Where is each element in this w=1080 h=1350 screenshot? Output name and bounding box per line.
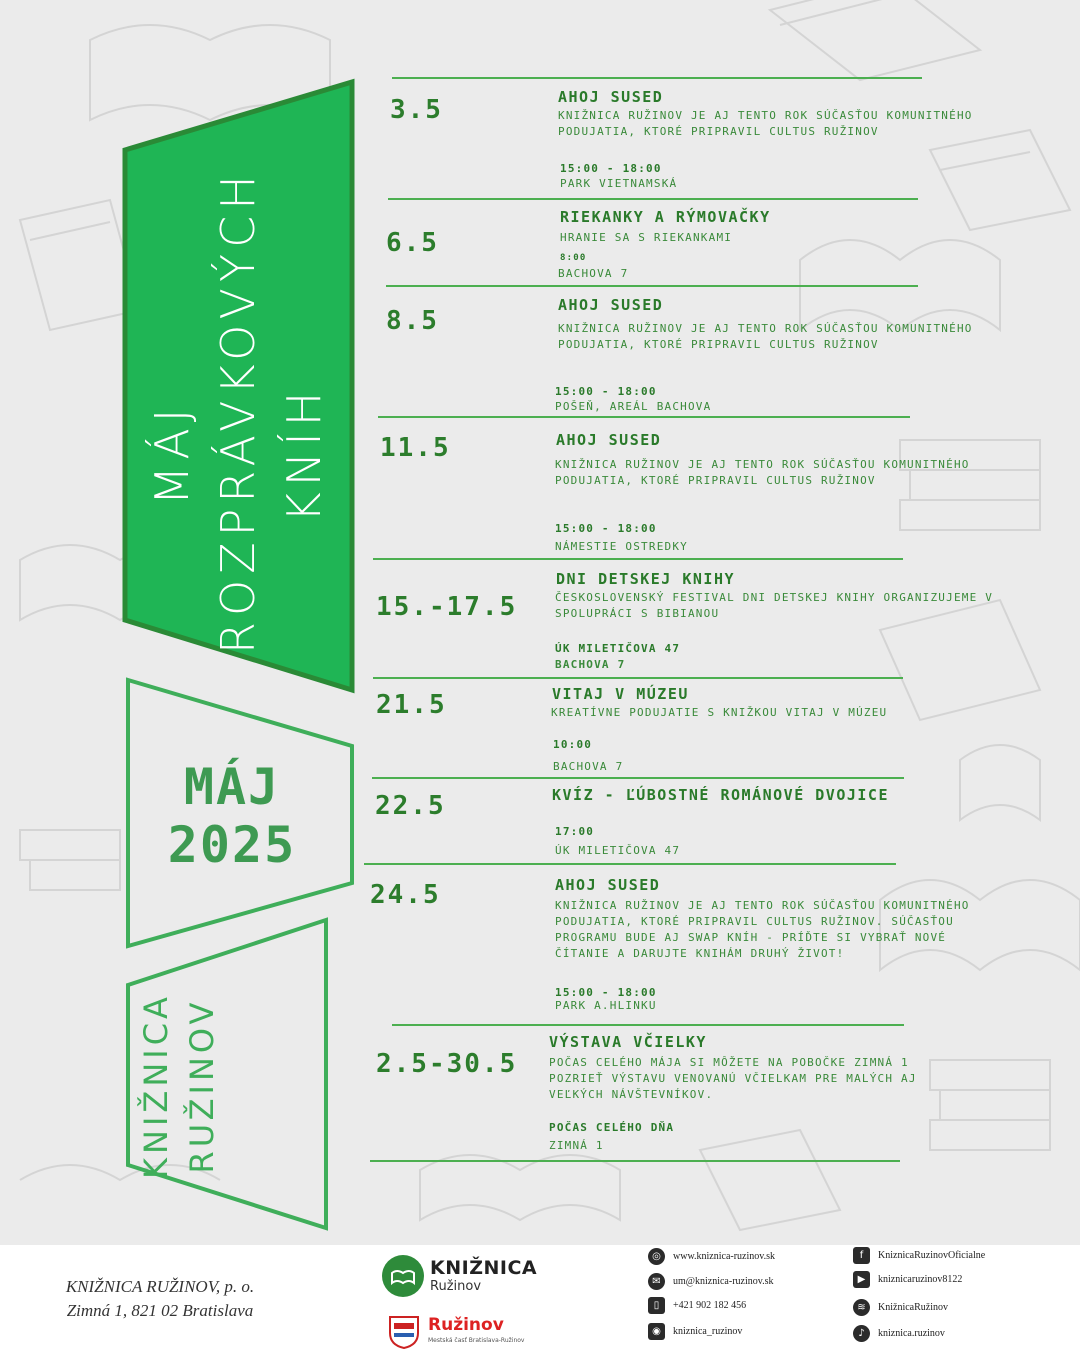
event-place: POŠEŇ, AREÁL BACHOVA — [555, 400, 712, 413]
event-time: 17:00 — [555, 825, 595, 838]
event-time: 8:00 — [560, 253, 587, 263]
month-label: MÁJ — [183, 758, 281, 816]
event-description: ČESKOSLOVENSKÝ FESTIVAL DNI DETSKEJ KNIHY ORGANIZUJEME V SPOLUPRÁCI S BIBIANOU — [555, 591, 994, 620]
event-date: 6.5 — [386, 228, 439, 258]
event-description: KNIŽNICA RUŽINOV JE AJ TENTO ROK SÚČASŤOU KOMUNITNÉHO PODUJATIA, KTORÉ PRIPRAVIL CULTUS RUŽINOV. SÚČASŤOU PROGRAMU BUDE AJ SWAP KNÍH - PRÍĎTE SI VYBRAŤ NOVÉ ČÍTANIE A DARUJTE KNIHÁM DRUHÝ ŽIVOT! — [555, 899, 970, 960]
event-date: 8.5 — [386, 306, 439, 336]
month-year — [132, 758, 332, 874]
event-title: VÝSTAVA VČIELKY — [549, 1033, 707, 1051]
phone-link[interactable] — [648, 1297, 746, 1314]
event-description: KNIŽNICA RUŽINOV JE AJ TENTO ROK SÚČASŤOU KOMUNITNÉHO PODUJATIA, KTORÉ PRIPRAVIL CULTUS RUŽINOV — [558, 109, 973, 138]
year-label: 2025 — [167, 816, 297, 874]
event-time: 15:00 - 18:00 — [560, 162, 662, 175]
divider — [370, 1160, 900, 1162]
social-text: kniznicaruzinov8122 — [878, 1274, 963, 1285]
vertical-title-line: ROZPRÁVKOVÝCH — [211, 169, 265, 654]
mail-icon: ✉ — [648, 1273, 665, 1290]
event-title: VITAJ V MÚZEU — [552, 685, 689, 703]
contact-text: um@kniznica-ruzinov.sk — [673, 1276, 774, 1287]
library-logo — [382, 1253, 542, 1297]
instagram-link[interactable] — [648, 1323, 742, 1340]
event-place: BACHOVA 7 — [555, 658, 626, 671]
library-vertical-label — [133, 966, 225, 1206]
event-title: DNI DETSKEJ KNIHY — [556, 570, 736, 588]
library-label-line: KNIŽNICA — [137, 993, 175, 1179]
event-date: 11.5 — [380, 433, 451, 463]
email-link[interactable] — [648, 1273, 773, 1290]
district-logo-title: Ružinov — [428, 1315, 504, 1335]
event-time: ÚK MILETIČOVA 47 — [555, 642, 681, 655]
crest-icon — [388, 1315, 420, 1349]
district-logo-subtitle: Mestská časť Bratislava-Ružinov — [428, 1337, 525, 1344]
divider — [373, 677, 903, 679]
divider — [386, 285, 918, 287]
event-place: PARK VIETNAMSKÁ — [560, 177, 678, 190]
spotify-icon: ≋ — [853, 1299, 870, 1316]
vertical-title — [139, 169, 337, 654]
event-place: ÚK MILETIČOVA 47 — [555, 844, 681, 857]
event-place: BACHOVA 7 — [558, 267, 629, 280]
event-time: 15:00 - 18:00 — [555, 986, 657, 999]
instagram-icon: ◉ — [648, 1323, 665, 1340]
phone-icon: ▯ — [648, 1297, 665, 1314]
event-description: HRANIE SA S RIEKANKAMI — [560, 231, 733, 244]
facebook-icon: f — [853, 1247, 870, 1264]
youtube-link[interactable] — [853, 1271, 962, 1288]
event-description: POČAS CELÉHO MÁJA SI MÔŽETE NA POBOČKE ZIMNÁ 1 POZRIEŤ VÝSTAVU VENOVANÚ VČIELKAM PRE MALÝCH AJ VEĽKÝCH NÁVŠTEVNÍKOV. — [549, 1056, 917, 1101]
library-label-line: RUŽINOV — [183, 998, 221, 1174]
book-icon — [382, 1255, 424, 1297]
contact-text: +421 902 182 456 — [673, 1300, 747, 1311]
social-text: KnižnicaRužinov — [878, 1302, 948, 1313]
district-logo — [388, 1313, 548, 1349]
logo-title: KNIŽNICA — [430, 1257, 538, 1279]
logo-subtitle: Ružinov — [430, 1279, 482, 1294]
social-text: KniznicaRuzinovOficialne — [878, 1250, 986, 1261]
event-date: 21.5 — [376, 690, 447, 720]
event-time: 15:00 - 18:00 — [555, 522, 657, 535]
divider — [373, 558, 903, 560]
event-description: KNIŽNICA RUŽINOV JE AJ TENTO ROK SÚČASŤOU KOMUNITNÉHO PODUJATIA, KTORÉ PRIPRAVIL CULTUS RUŽINOV — [558, 322, 973, 351]
divider — [392, 77, 922, 79]
event-date: 24.5 — [370, 880, 441, 910]
address-line: Zimná 1, 821 02 Bratislava — [66, 1301, 254, 1320]
event-description: KNIŽNICA RUŽINOV JE AJ TENTO ROK SÚČASŤOU KOMUNITNÉHO PODUJATIA, KTORÉ PRIPRAVIL CULTUS RUŽINOV — [555, 458, 970, 487]
address-line: KNIŽNICA RUŽINOV, p. o. — [65, 1277, 255, 1296]
event-place: ZIMNÁ 1 — [549, 1139, 604, 1152]
divider — [388, 198, 918, 200]
event-time: POČAS CELÉHO DŇA — [549, 1121, 675, 1134]
event-date: 2.5-30.5 — [376, 1049, 518, 1079]
tiktok-link[interactable] — [853, 1325, 945, 1342]
event-time: 10:00 — [553, 738, 593, 751]
divider — [364, 863, 896, 865]
footer — [0, 1245, 1080, 1350]
youtube-icon: ▶ — [853, 1271, 870, 1288]
event-title: AHOJ SUSED — [556, 431, 662, 449]
globe-icon: ◎ — [648, 1248, 665, 1265]
social-text: kniznica.ruzinov — [878, 1328, 945, 1339]
facebook-link[interactable] — [853, 1247, 985, 1264]
event-place: NÁMESTIE OSTREDKY — [555, 540, 688, 553]
event-title: AHOJ SUSED — [558, 88, 664, 106]
event-description: KREATÍVNE PODUJATIE S KNIŽKOU VITAJ V MÚZEU — [551, 706, 888, 719]
library-address — [30, 1275, 290, 1323]
contact-text: www.kniznica-ruzinov.sk — [673, 1251, 776, 1262]
contact-text: kniznica_ruzinov — [673, 1326, 743, 1337]
event-title: KVÍZ - ĽÚBOSTNÉ ROMÁNOVÉ DVOJICE — [552, 786, 889, 804]
vertical-title-line: MÁJ — [145, 402, 199, 506]
event-place: PARK A.HLINKU — [555, 999, 657, 1012]
spotify-link[interactable] — [853, 1299, 948, 1316]
event-time: 15:00 - 18:00 — [555, 385, 657, 398]
website-link[interactable] — [648, 1248, 775, 1265]
divider — [378, 416, 910, 418]
event-title: RIEKANKY A RÝMOVAČKY — [560, 208, 771, 226]
tiktok-icon: ♪ — [853, 1325, 870, 1342]
event-title: AHOJ SUSED — [558, 296, 664, 314]
event-date: 3.5 — [390, 95, 443, 125]
event-date: 15.-17.5 — [376, 592, 518, 622]
vertical-title-line: KNÍH — [277, 385, 331, 523]
event-title: AHOJ SUSED — [555, 876, 661, 894]
divider — [372, 777, 904, 779]
event-place: BACHOVA 7 — [553, 760, 624, 773]
divider — [392, 1024, 904, 1026]
event-date: 22.5 — [375, 791, 446, 821]
